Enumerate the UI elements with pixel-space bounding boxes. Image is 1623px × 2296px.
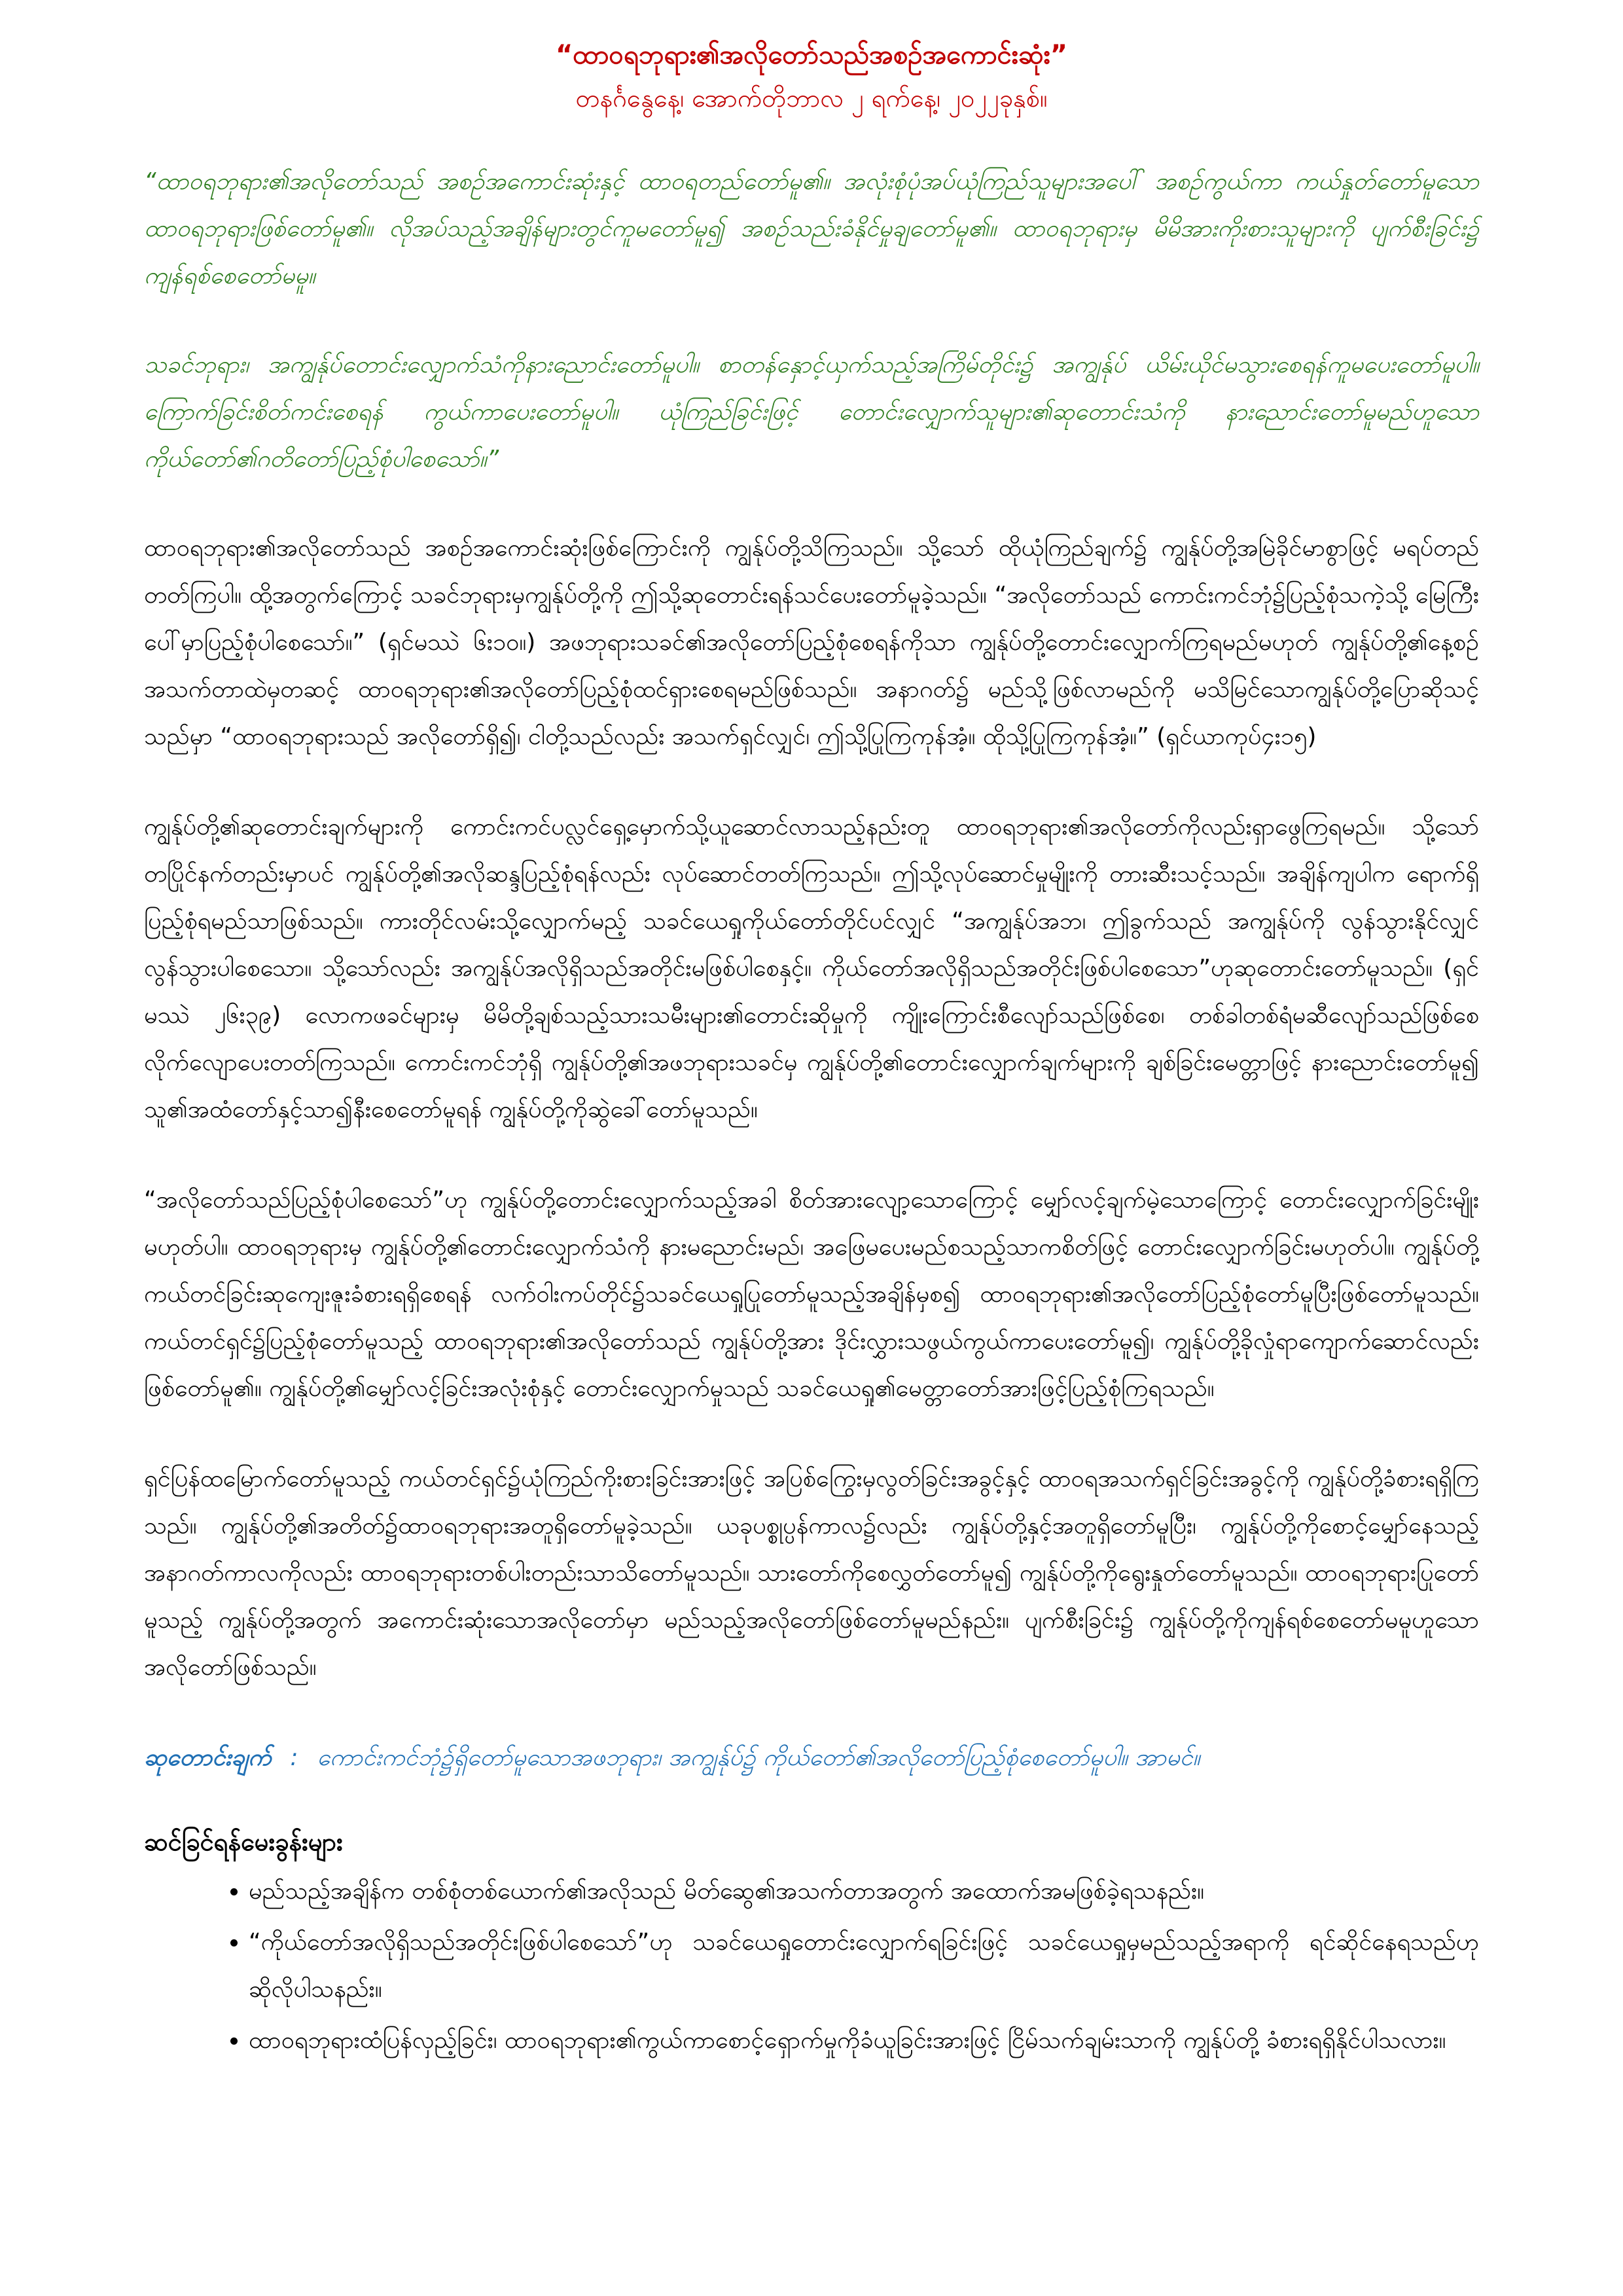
opening-quote-1: “ထာဝရဘုရား၏အလိုတော်သည် အစဉ်အကောင်းဆုံးနှင့် ထာဝရတည်တော်မူ၏။ အလုံးစုံပုံအပ်ယုံကြည်သူများအပေါ် အစဉ်ကွယ်ကာ ကယ်နှုတ်တော်မူသောထာဝရဘုရားဖြစ်တော်မူ၏။ လိုအပ်သည့်အချိန်များတွင်ကူမတော်မူ၍ အစဉ်သည်းခံနိုင်မှုချတော်မူ၏။ ထာဝရဘုရားမှ မိမိအားကိုးစားသူများကို ပျက်စီးခြင်း၌ ကျန်ရစ်စေတော်မမူ။ xyxy=(144,168,1479,289)
questions-list xyxy=(144,1868,1479,2064)
document-date: တနင်္ဂနွေနေ့၊ အောက်တိုဘာလ ၂ ရက်နေ့၊ ၂၀၂၂ခုနှစ်။ xyxy=(575,84,1048,113)
prayer-label: ဆုတောင်းချက် xyxy=(144,1744,272,1771)
body-paragraph-2: ကျွန်ုပ်တို့၏ဆုတောင်းချက်များကို ကောင်းကင်ပလ္လင်ရှေ့မှောက်သို့ယူဆောင်လာသည့်နည်းတူ ထာဝရဘုရား၏အလိုတော်ကိုလည်းရှာဖွေကြရမည်။ သို့သော်တပြိုင်နက်တည်းမှာပင် ကျွန်ုပ်တို့၏အလိုဆန္ဒပြည့်စုံရန်လည်း လုပ်ဆောင်တတ်ကြသည်။ ဤသို့လုပ်ဆောင်မှုမျိုးကို တားဆီးသင့်သည်။ အချိန်ကျပါက ရောက်ရှိပြည့်စုံရမည်သာဖြစ်သည်။ ကားတိုင်လမ်းသို့လျှောက်မည့် သခင်ယေရှုကိုယ်တော်တိုင်ပင်လျှင် “အကျွန်ုပ်အဘ၊ ဤခွက်သည် အကျွန်ုပ်ကို လွန်သွားနိုင်လျှင်လွန်သွားပါစေသော။ သို့သော်လည်း အကျွန်ုပ်အလိုရှိသည်အတိုင်းမဖြစ်ပါစေနှင့်။ ကိုယ်တော်အလိုရှိသည်အတိုင်းဖြစ်ပါစေသော”ဟုဆုတောင်းတော်မူသည်။ (ရှင်မဿဲ ၂၆း၃၉) လောကဖခင်များမှ မိမိတို့ချစ်သည့်သားသမီးများ၏တောင်းဆိုမှုကို ကျိုးကြောင်းစီလျော်သည်ဖြစ်စေ၊ တစ်ခါတစ်ရံမဆီလျော်သည်ဖြစ်စေ လိုက်လျောပေးတတ်ကြသည်။ ကောင်းကင်ဘုံရှိ ကျွန်ုပ်တို့၏အဖဘုရားသခင်မှ ကျွန်ုပ်တို့၏တောင်းလျှောက်ချက်များကို ချစ်ခြင်းမေတ္တာဖြင့် နားညောင်းတော်မူ၍ သူ၏အထံတော်နှင့်သာ၍နီးစေတော်မူရန် ကျွန်ုပ်တို့ကိုဆွဲခေါ်တော်မူသည်။ xyxy=(144,814,1479,1123)
question-item: • “ကိုယ်တော်အလိုရှိသည်အတိုင်းဖြစ်ပါစေသော်”ဟု သခင်ယေရှုတောင်းလျှောက်ရခြင်းဖြင့် သခင်ယေရှုမှမည်သည့်အရာကို ရင်ဆိုင်နေရသည်ဟု ဆိုလိုပါသနည်း။ xyxy=(249,1919,1479,2013)
body-paragraph-4: ရှင်ပြန်ထမြောက်တော်မူသည့် ကယ်တင်ရှင်၌ယုံကြည်ကိုးစားခြင်းအားဖြင့် အပြစ်ကြွေးမှလွတ်ခြင်းအခွင့်နှင့် ထာဝရအသက်ရှင်ခြင်းအခွင့်ကို ကျွန်ုပ်တို့ခံစားရရှိကြသည်။ ကျွန်ုပ်တို့၏အတိတ်၌ထာဝရဘုရားအတူရှိတော်မူခဲ့သည်။ ယခုပစ္စုပ္ပန်ကာလ၌လည်း ကျွန်ုပ်တို့နှင့်အတူရှိတော်မူပြီး၊ ကျွန်ုပ်တို့ကိုစောင့်မျှော်နေသည့် အနာဂတ်ကာလကိုလည်း ထာဝရဘုရားတစ်ပါးတည်းသာသိတော်မူသည်။ သားတော်ကိုစေလွှတ်တော်မူ၍ ကျွန်ုပ်တို့ကိုရွေးနှုတ်တော်မူသည်။ ထာဝရဘုရားပြုတော်မူသည့် ကျွန်ုပ်တို့အတွက် အကောင်းဆုံးသောအလိုတော်မှာ မည်သည့်အလိုတော်ဖြစ်တော်မူမည်နည်း။ ပျက်စီးခြင်း၌ ကျွန်ုပ်တို့ကိုကျန်ရစ်စေတော်မမူဟူသောအလိုတော်ဖြစ်သည်။ xyxy=(144,1465,1479,1681)
question-item: • မည်သည့်အချိန်က တစ်စုံတစ်ယောက်၏အလိုသည် မိတ်ဆွေ၏အသက်တာအတွက် အထောက်အမဖြစ်ခဲ့ရသနည်း။ xyxy=(249,1868,1479,1915)
questions-heading: ဆင်ခြင်ရန်မေးခွန်းများ xyxy=(144,1827,343,1856)
question-item: • ထာဝရဘုရားထံပြန်လှည့်ခြင်း၊ ထာဝရဘုရား၏ကွယ်ကာစောင့်ရှောက်မှုကိုခံယူခြင်းအားဖြင့် ငြိမ်သက်ချမ်းသာကို ကျွန်ုပ်တို့ ခံစားရရှိနိုင်ပါသလား။ xyxy=(249,2017,1479,2064)
prayer-summary xyxy=(144,1734,1479,1782)
prayer-separator: : xyxy=(290,1744,298,1771)
body-paragraph-1: ထာဝရဘုရား၏အလိုတော်သည် အစဉ်အကောင်းဆုံးဖြစ်ကြောင်းကို ကျွန်ုပ်တို့သိကြသည်။ သို့သော် ထိုယုံကြည်ချက်၌ ကျွန်ုပ်တို့အမြဲခိုင်မာစွာဖြင့် မရပ်တည်တတ်ကြပါ။ ထို့အတွက်ကြောင့် သခင်ဘုရားမှကျွန်ုပ်တို့ကို ဤသို့ဆုတောင်းရန်သင်ပေးတော်မူခဲ့သည်။ “အလိုတော်သည် ကောင်းကင်ဘုံ၌ပြည့်စုံသကဲ့သို့ မြေကြီးပေါ်မှာပြည့်စုံပါစေသော်။” (ရှင်မဿဲ ၆း၁၀။) အဖဘုရားသခင်၏အလိုတော်ပြည့်စုံစေရန်ကိုသာ ကျွန်ုပ်တို့တောင်းလျှောက်ကြရမည်မဟုတ် ကျွန်ုပ်တို့၏နေ့စဉ်အသက်တာထဲမှတဆင့် ထာဝရဘုရား၏အလိုတော်ပြည့်စုံထင်ရှားစေရမည်ဖြစ်သည်။ အနာဂတ်၌ မည်သို့ဖြစ်လာမည်ကို မသိမြင်သောကျွန်ုပ်တို့ပြောဆိုသင့်သည်မှာ “ထာဝရဘုရားသည် အလိုတော်ရှိ၍၊ ငါတို့သည်လည်း အသက်ရှင်လျှင်၊ ဤသို့ပြုကြကုန်အံ့။ ထိုသို့ပြုကြကုန်အံ့။” (ရှင်ယာကုပ်၄း၁၅) xyxy=(144,535,1479,750)
prayer-text: ကောင်းကင်ဘုံ၌ရှိတော်မူသောအဖဘုရား၊ အကျွန်ုပ်၌ ကိုယ်တော်၏အလိုတော်ပြည့်စုံစေတော်မူပါ။ အာမင်။ xyxy=(317,1744,1200,1771)
document-title: “ထာဝရဘုရား၏အလိုတော်သည်အစဉ်အကောင်းဆုံး” xyxy=(555,40,1068,70)
body-paragraph-3: “အလိုတော်သည်ပြည့်စုံပါစေသော်”ဟု ကျွန်ုပ်တို့တောင်းလျှောက်သည့်အခါ စိတ်အားလျော့သောကြောင့် မျှော်လင့်ချက်မဲ့သောကြောင့် တောင်းလျှောက်ခြင်းမျိုးမဟုတ်ပါ။ ထာဝရဘုရားမှ ကျွန်ုပ်တို့၏တောင်းလျှောက်သံကို နားမညောင်းမည်၊ အဖြေမပေးမည်စသည့်သာကစိတ်ဖြင့် တောင်းလျှောက်ခြင်းမဟုတ်ပါ။ ကျွန်ုပ်တို့ ကယ်တင်ခြင်းဆုကျေးဇူးခံစားရရှိစေရန် လက်ဝါးကပ်တိုင်၌သခင်ယေရှုပြုတော်မူသည့်အချိန်မှစ၍ ထာဝရဘုရား၏အလိုတော်ပြည့်စုံတော်မူပြီးဖြစ်တော်မူသည်။ ကယ်တင်ရှင်၌ပြည့်စုံတော်မူသည့် ထာဝရဘုရား၏အလိုတော်သည် ကျွန်ုပ်တို့အား ဒိုင်းလွှားသဖွယ်ကွယ်ကာပေးတော်မူ၍၊ ကျွန်ုပ်တို့ခိုလှုံရာကျောက်ဆောင်လည်းဖြစ်တော်မူ၏။ ကျွန်ုပ်တို့၏မျှော်လင့်ခြင်းအလုံးစုံနှင့် တောင်းလျှောက်မှုသည် သခင်ယေရှု၏မေတ္တာတော်အားဖြင့်ပြည့်စုံကြရသည်။ xyxy=(144,1187,1479,1402)
opening-quote-2: သခင်ဘုရား၊ အကျွန်ုပ်တောင်းလျှောက်သံကိုနားညောင်းတော်မူပါ။ စာတန်နှောင့်ယှက်သည့်အကြိမ်တိုင်း၌ အကျွန်ုပ် ယိမ်းယိုင်မသွားစေရန်ကူမပေးတော်မူပါ။ ကြောက်ခြင်းစိတ်ကင်းစေရန် ကွယ်ကာပေးတော်မူပါ။ ယုံကြည်ခြင်းဖြင့် တောင်းလျှောက်သူများ၏ဆုတောင်းသံကို နားညောင်းတော်မူမည်ဟူသော ကိုယ်တော်၏ဂတိတော်ပြည့်စုံပါစေသော်။” xyxy=(144,351,1479,473)
